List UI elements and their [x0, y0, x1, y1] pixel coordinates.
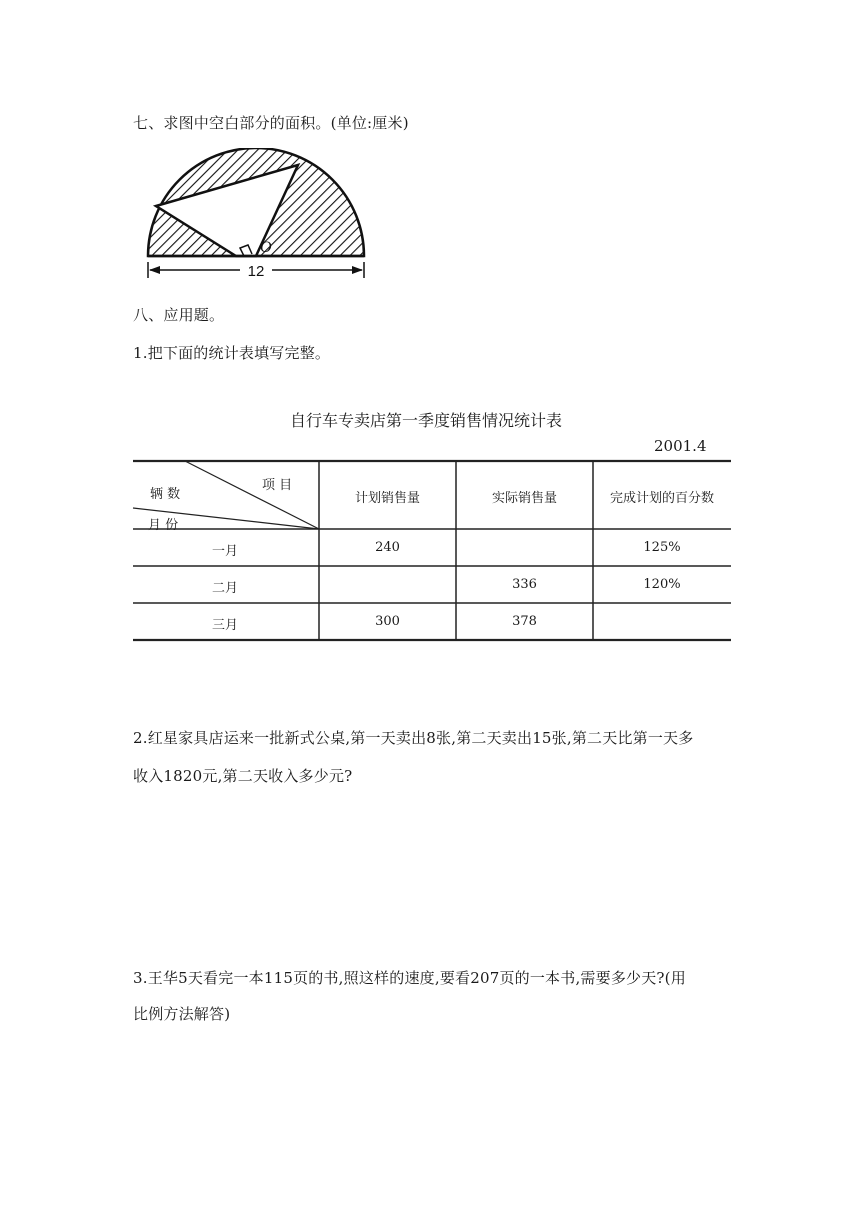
- header-percent: 完成计划的百分数: [609, 491, 714, 506]
- question-3-line-2: 比例方法解答): [133, 1005, 231, 1023]
- row-1-plan: 240: [375, 540, 400, 555]
- row-2-percent: 120%: [643, 577, 681, 592]
- section-7-title: 七、求图中空白部分的面积。(单位:厘米): [133, 114, 409, 132]
- table-title: 自行车专卖店第一季度销售情况统计表: [290, 411, 563, 430]
- question-2-line-1: 2.红星家具店运来一批新式公桌,第一天卖出8张,第二天卖出15张,第二天比第一天多: [133, 729, 694, 747]
- center-label: O: [260, 239, 272, 256]
- row-1-month: 一月: [212, 544, 239, 559]
- question-3-line-1: 3.王华5天看完一本115页的书,照这样的速度,要看207页的一本书,需要多少天?(用: [133, 969, 686, 987]
- row-1-percent: 125%: [643, 540, 681, 555]
- header-plan: 计划销售量: [354, 491, 420, 506]
- section-8-title: 八、应用题。: [133, 306, 225, 324]
- corner-count-label: 辆 数: [150, 487, 181, 502]
- row-3-plan: 300: [375, 614, 400, 629]
- question-1-text: 1.把下面的统计表填写完整。: [133, 344, 331, 362]
- row-3-month: 三月: [212, 618, 239, 633]
- row-3-actual: 378: [512, 614, 537, 629]
- semicircle-figure: [140, 148, 375, 283]
- header-actual: 实际销售量: [491, 491, 557, 506]
- corner-month-label: 月 份: [148, 518, 179, 533]
- table-date: 2001.4: [654, 437, 707, 455]
- diameter-label: 12: [247, 263, 265, 280]
- row-2-month: 二月: [212, 581, 239, 596]
- question-2-line-2: 收入1820元,第二天收入多少元?: [133, 767, 353, 785]
- corner-item-label: 项 目: [262, 478, 293, 493]
- row-2-actual: 336: [512, 577, 537, 592]
